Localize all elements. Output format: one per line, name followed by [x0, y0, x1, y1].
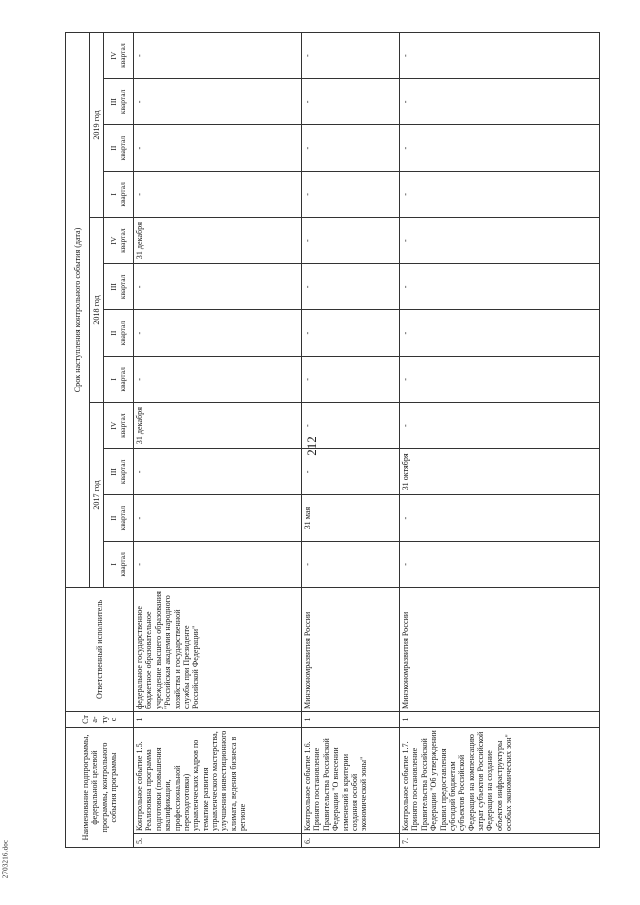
event-status: 1	[134, 712, 302, 728]
header-quarter: III квартал	[104, 264, 134, 310]
header-quarter: I квартал	[104, 541, 134, 587]
table-row	[302, 32, 400, 847]
deadline-cell: -	[302, 403, 400, 449]
deadline-cell: -	[302, 32, 400, 78]
deadline-cell: -	[302, 541, 400, 587]
deadline-cell: -	[302, 125, 400, 171]
event-name: Контрольное событие 1.7. Принято постановление Правительства Российской Федерации "Об утверждении Правил предоставления субсидий бюджетам субъектов Российской Федерации на компенсацию затрат субъектов Российской Федерации на создание объектов инфраструктуры особых экономических зон"	[400, 728, 600, 834]
header-year-2019: 2019 год	[90, 32, 104, 217]
event-responsible: федеральное государственное бюджетное образовательное учреждение высшего образования "Российская академия народного хозяйства и государственной службы при Президенте Российской Федерации"	[134, 588, 302, 712]
header-quarter: III квартал	[104, 79, 134, 125]
header-quarter: I квартал	[104, 356, 134, 402]
page-number: 212	[303, 436, 319, 456]
header-name: Наименование подпрограммы, федеральной целевой программы, контрольного события программы	[66, 728, 134, 848]
deadline-cell: -	[400, 495, 600, 541]
control-events-table	[65, 32, 600, 848]
header-status: Ста-тус	[66, 712, 134, 728]
deadline-cell: -	[400, 310, 600, 356]
deadline-cell: -	[134, 264, 302, 310]
deadline-cell: -	[302, 171, 400, 217]
header-year-2018: 2018 год	[90, 218, 104, 403]
event-responsible: Минэкономразвития России	[302, 588, 400, 712]
header-quarter: I квартал	[104, 171, 134, 217]
rotated-table-container	[65, 33, 617, 848]
event-name: Контрольное событие 1.6. Принято постановление Правительства Российской Федерации "О внесении изменений в критерии создания особой экономической зоны"	[302, 728, 400, 834]
deadline-cell: 31 декабря	[134, 218, 302, 264]
deadline-cell: -	[400, 32, 600, 78]
table-row	[400, 32, 600, 847]
deadline-cell: -	[302, 356, 400, 402]
header-deadline: Срок наступления контрольного события (дата)	[66, 32, 90, 587]
deadline-cell: -	[134, 125, 302, 171]
deadline-cell: -	[134, 310, 302, 356]
deadline-cell: -	[134, 541, 302, 587]
table-row	[134, 32, 302, 847]
deadline-cell: -	[400, 264, 600, 310]
deadline-cell: -	[400, 125, 600, 171]
row-number: 7.	[400, 834, 600, 848]
deadline-cell: -	[302, 79, 400, 125]
deadline-cell: -	[400, 171, 600, 217]
deadline-cell: -	[302, 264, 400, 310]
deadline-cell: -	[134, 79, 302, 125]
header-quarter: II квартал	[104, 125, 134, 171]
document-code: 2703216.doc	[1, 839, 10, 879]
event-status: 1	[400, 712, 600, 728]
deadline-cell: -	[400, 356, 600, 402]
deadline-cell: -	[400, 79, 600, 125]
header-year-2017: 2017 год	[90, 403, 104, 588]
event-status: 1	[302, 712, 400, 728]
deadline-cell: -	[302, 449, 400, 495]
event-responsible: Минэкономразвития России	[400, 588, 600, 712]
header-quarter: III квартал	[104, 449, 134, 495]
event-name: Контрольное событие 1.5. Реализована программа подготовки (повышения квалификации, профессиональной переподготовки) управленческих кадров по тематике развития управленческого мастерства, улучшения инвестиционного климата, ведения бизнеса в регионе	[134, 728, 302, 834]
header-quarter: IV квартал	[104, 32, 134, 78]
deadline-cell: -	[134, 495, 302, 541]
deadline-cell: -	[134, 356, 302, 402]
header-quarter: II квартал	[104, 310, 134, 356]
deadline-cell: -	[134, 171, 302, 217]
deadline-cell: 31 октября	[400, 449, 600, 495]
deadline-cell: -	[134, 32, 302, 78]
deadline-cell: 31 декабря	[134, 403, 302, 449]
deadline-cell: -	[400, 403, 600, 449]
row-number: 5.	[134, 834, 302, 848]
header-responsible: Ответственный исполнитель	[66, 588, 134, 712]
header-quarter: II квартал	[104, 495, 134, 541]
row-number: 6.	[302, 834, 400, 848]
deadline-cell: 31 мая	[302, 495, 400, 541]
deadline-cell: -	[302, 218, 400, 264]
deadline-cell: -	[134, 449, 302, 495]
deadline-cell: -	[400, 218, 600, 264]
header-quarter: IV квартал	[104, 403, 134, 449]
header-quarter: IV квартал	[104, 218, 134, 264]
deadline-cell: -	[302, 310, 400, 356]
deadline-cell: -	[400, 541, 600, 587]
